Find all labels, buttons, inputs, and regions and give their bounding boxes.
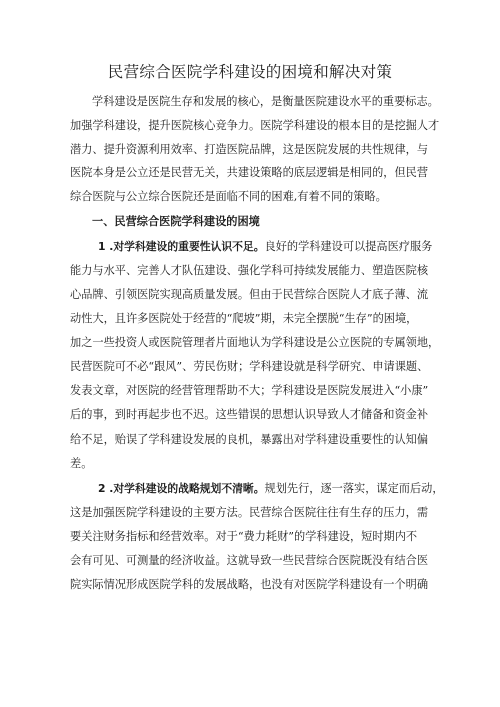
point1-line: 发表文章，对医院的经营管理帮助不大；学科建设是医院发展进入“小康” <box>70 384 429 397</box>
point1-first-line <box>98 239 432 254</box>
point1-line: 民营医院可不必“跟风”、劳民伤财；学科建设就是科学研究、申请课题、 <box>70 360 429 373</box>
point2-line: 这是加强医院学科建设的主要方法。民营综合医院往往有生存的压力，需 <box>70 506 429 519</box>
intro-line: 潜力、提升资源利用效率、打造医院品牌，这是医院发展的共性规律，与 <box>70 143 429 156</box>
document-title: 民营综合医院学科建设的困境和解决对策 <box>107 63 393 81</box>
intro-line: 学科建设是医院生存和发展的核心，是衡量医院建设水平的重要标志。 <box>92 95 439 108</box>
intro-line: 医院本身是公立还是民营无关，共建设策略的底层逻辑是相同的，但民营 <box>70 166 429 179</box>
point2-line: 要关注财务指标和经营效率。对于“费力耗财”的学科建设，短时期内不 <box>70 530 418 543</box>
point2-first-line <box>98 481 444 496</box>
point2-line: 会有可见、可测量的经济收益。这就导致一些民营综合医院既没有结合医 <box>70 554 429 567</box>
point1-line: 差。 <box>70 457 93 470</box>
point2-text: 规划先行，逐一落实，谋定而后动， <box>264 482 444 495</box>
intro-line: 加强学科建设，提升医院核心竞争力。医院学科建设的根本目的是挖掘人才 <box>70 119 440 132</box>
point2-line: 院实际情况形成医院学科的发展战略，也没有对医院学科建设有一个明确 <box>70 578 429 591</box>
point1-line: 心品牌、引领医院实现高质量发展。但由于民营综合医院人才底子薄、流 <box>70 288 429 301</box>
point1-text: 良好的学科建设可以提高医疗服务 <box>264 240 433 253</box>
point1-line: 动性大，且许多医院处于经营的“爬坡”期，未完全摆脱“生存”的困境， <box>70 312 418 325</box>
point1-heading: 1 .对学科建设的重要性认识不足。 <box>98 240 265 253</box>
intro-line: 综合医院与公立综合医院还是面临不同的困难,有着不同的策略。 <box>70 190 387 203</box>
point1-line: 后的事，到时再起步也不迟。这些错误的思想认识导致人才储备和资金补 <box>70 408 429 421</box>
point1-line: 加之一些投资人或医院管理者片面地认为学科建设是公立医院的专属领地， <box>70 336 440 349</box>
section-heading: 一、民营综合医院学科建设的困境 <box>92 215 260 228</box>
point1-line: 给不足，贻误了学科建设发展的良机，暴露出对学科建设重要性的认知偏 <box>70 433 429 446</box>
point1-line: 能力与水平、完善人才队伍建设、强化学科可持续发展能力、塑造医院核 <box>70 264 429 277</box>
point2-heading: 2 .对学科建设的战略规划不清晰。 <box>98 482 265 495</box>
